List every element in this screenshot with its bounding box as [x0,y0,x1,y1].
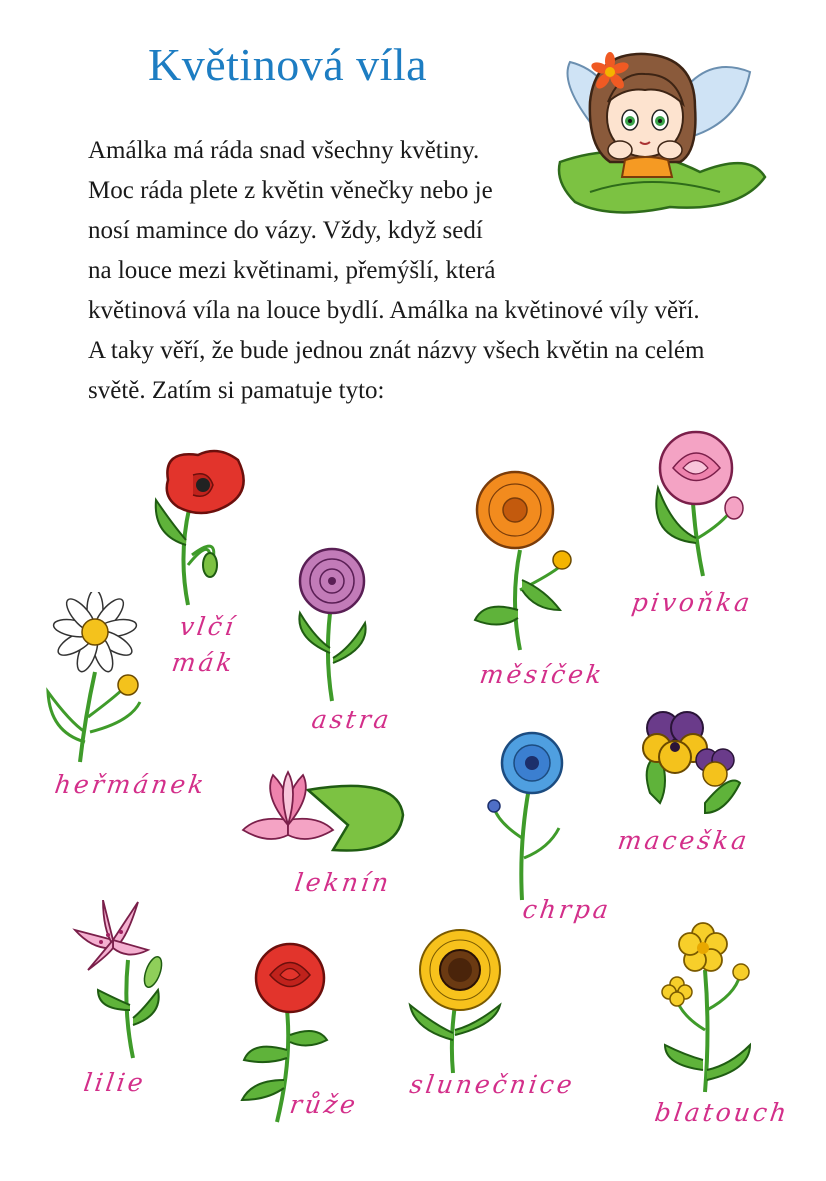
flower-label-blatouch: blatouch [652,1098,792,1127]
flower-label-astra: astra [309,705,394,734]
paragraph-line: Amálka má ráda snad všechny květiny. [88,137,480,164]
lily-illustration [68,900,168,1060]
flower-label-maceska: maceška [615,826,752,855]
flower-label-mesicek: měsíček [477,660,607,689]
chamomile-illustration [40,592,155,767]
paragraph-line: nosí mamince do vázy. Vždy, když sedí [88,217,483,244]
peony-illustration [638,428,753,578]
flower-label-leknin: leknín [292,868,394,897]
paragraph-line: Moc ráda plete z květin věnečky nebo je [88,177,493,204]
flower-label-chrpa: chrpa [520,895,614,924]
paragraph-line: A taky věří, že bude jednou znát názvy všech květin na celém [88,337,705,364]
paragraph-line: světě. Zatím si pamatuje tyto: [88,377,385,404]
sunflower-illustration [405,925,515,1075]
cornflower-illustration [484,728,574,903]
aster-illustration [280,543,390,703]
flower-label-hermanek: heřmánek [52,770,209,799]
pansy-illustration [630,703,745,818]
paragraph-line: na louce mezi květinami, přemýšlí, která [88,257,496,284]
flower-label-vlci: vlčí [177,612,239,641]
flower-label-lilie: lilie [81,1068,148,1097]
fairy-illustration [550,42,772,222]
poppy-illustration [148,445,258,610]
paragraph-line: květinová víla na louce bydlí. Amálka na květinové víly věří. [88,297,700,324]
flower-label-pivonka: pivoňka [629,588,755,617]
marigold-illustration [470,470,580,655]
marsh-marigold-illustration [655,920,760,1095]
flower-label-mak: mák [169,648,237,677]
page-title: Květinová víla [148,39,428,90]
flower-label-slunecnice: slunečnice [407,1070,577,1099]
flower-label-ruze: růže [287,1090,361,1119]
water-lily-illustration [238,770,408,865]
